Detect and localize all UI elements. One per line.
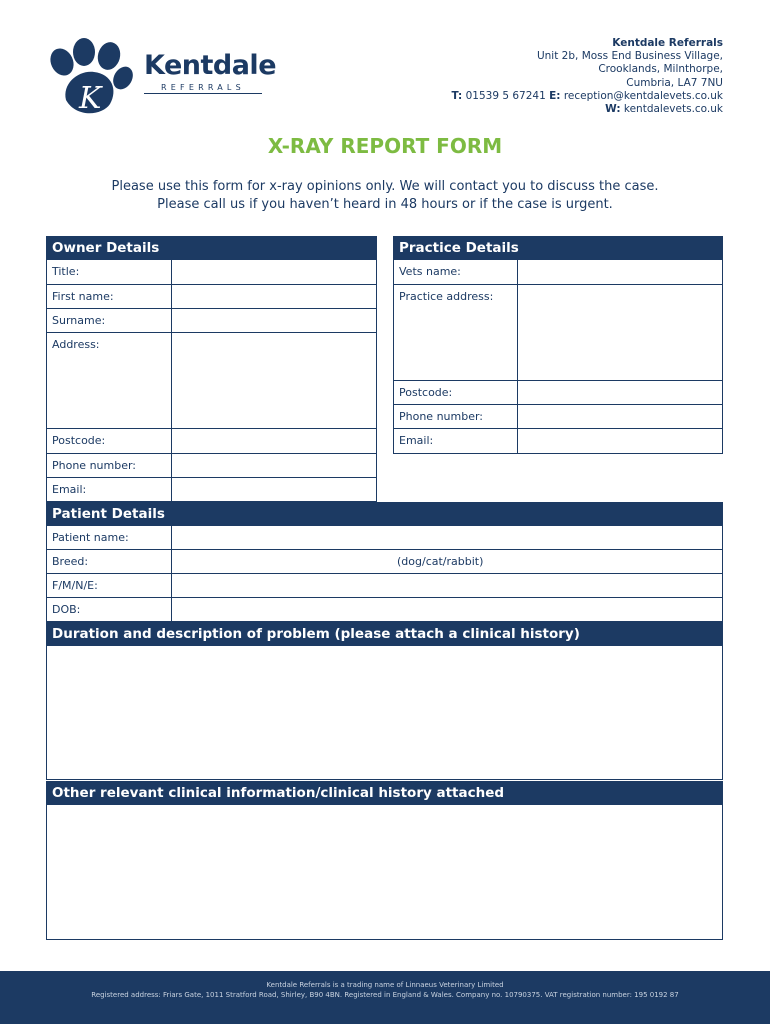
practice-postcode-row[interactable]: Postcode: (393, 381, 723, 405)
address-line-3: Cumbria, LA7 7NU (626, 76, 723, 89)
patient-breed-row[interactable]: Breed: (dog/cat/rabbit) (46, 550, 723, 574)
owner-title-row[interactable]: Title: (46, 260, 377, 285)
brand-logo (44, 38, 277, 118)
form-intro: Please use this form for x-ray opinions only. We will contact you to discuss the case. Please call us if you haven’t heard in 48 hours or if the case is urgent. (111, 179, 659, 212)
practice-email-row[interactable]: Email: (393, 429, 723, 454)
footer-line-2: Registered address: Friars Gate, 1011 Stratford Road, Shirley, B90 4BN. Registered in England & Wales. Company no. 10790375. VAT registration number: 195 0192 87 (91, 991, 679, 999)
page-footer (0, 971, 770, 1024)
brand-name: Kentdale (144, 50, 277, 81)
contact-address (451, 37, 723, 116)
owner-postcode-row[interactable]: Postcode: (46, 429, 377, 454)
patient-name-row[interactable]: Patient name: (46, 526, 723, 550)
svg-text:K: K (79, 81, 102, 116)
breed-species-hint: (dog/cat/rabbit) (397, 555, 484, 568)
clinical-info-box[interactable] (46, 805, 723, 940)
owner-phone-row[interactable]: Phone number: (46, 454, 377, 478)
problem-description-header: Duration and description of problem (please attach a clinical history) (46, 622, 723, 646)
email-address: reception@kentdalevets.co.uk (563, 89, 723, 102)
form-title: X-RAY REPORT FORM (267, 134, 503, 158)
phone-number: 01539 5 67241 (465, 89, 546, 102)
practice-phone-row[interactable]: Phone number: (393, 405, 723, 429)
paw-logo-icon (44, 38, 139, 118)
company-name: Kentdale Referrals (612, 37, 723, 49)
website: kentdalevets.co.uk (623, 103, 723, 116)
contact-web: W: kentdalevets.co.uk (605, 103, 723, 116)
brand-divider (144, 93, 262, 94)
owner-surname-row[interactable]: Surname: (46, 309, 377, 333)
practice-details-header: Practice Details (393, 236, 723, 260)
owner-email-row[interactable]: Email: (46, 478, 377, 502)
patient-dob-row[interactable]: DOB: (46, 598, 723, 622)
address-line-1: Unit 2b, Moss End Business Village, (536, 50, 723, 63)
brand-subtitle: REFERRALS (161, 83, 245, 92)
contact-phone-email: T: 01539 5 67241 E: reception@kentdalevets.co.uk (451, 89, 723, 102)
practice-address-row[interactable]: Practice address: (393, 285, 723, 381)
clinical-info-header: Other relevant clinical information/clinical history attached (46, 781, 723, 805)
owner-address-row[interactable]: Address: (46, 333, 377, 429)
problem-description-box[interactable] (46, 646, 723, 780)
practice-vets-name-row[interactable]: Vets name: (393, 260, 723, 285)
owner-details-header: Owner Details (46, 236, 377, 260)
footer-line-1: Kentdale Referrals is a trading name of Linnaeus Veterinary Limited (266, 981, 504, 989)
owner-first-name-row[interactable]: First name: (46, 285, 377, 309)
address-line-2: Crooklands, Milnthorpe, (598, 63, 723, 76)
patient-details-header: Patient Details (46, 502, 723, 526)
patient-sex-row[interactable]: F/M/N/E: (46, 574, 723, 598)
